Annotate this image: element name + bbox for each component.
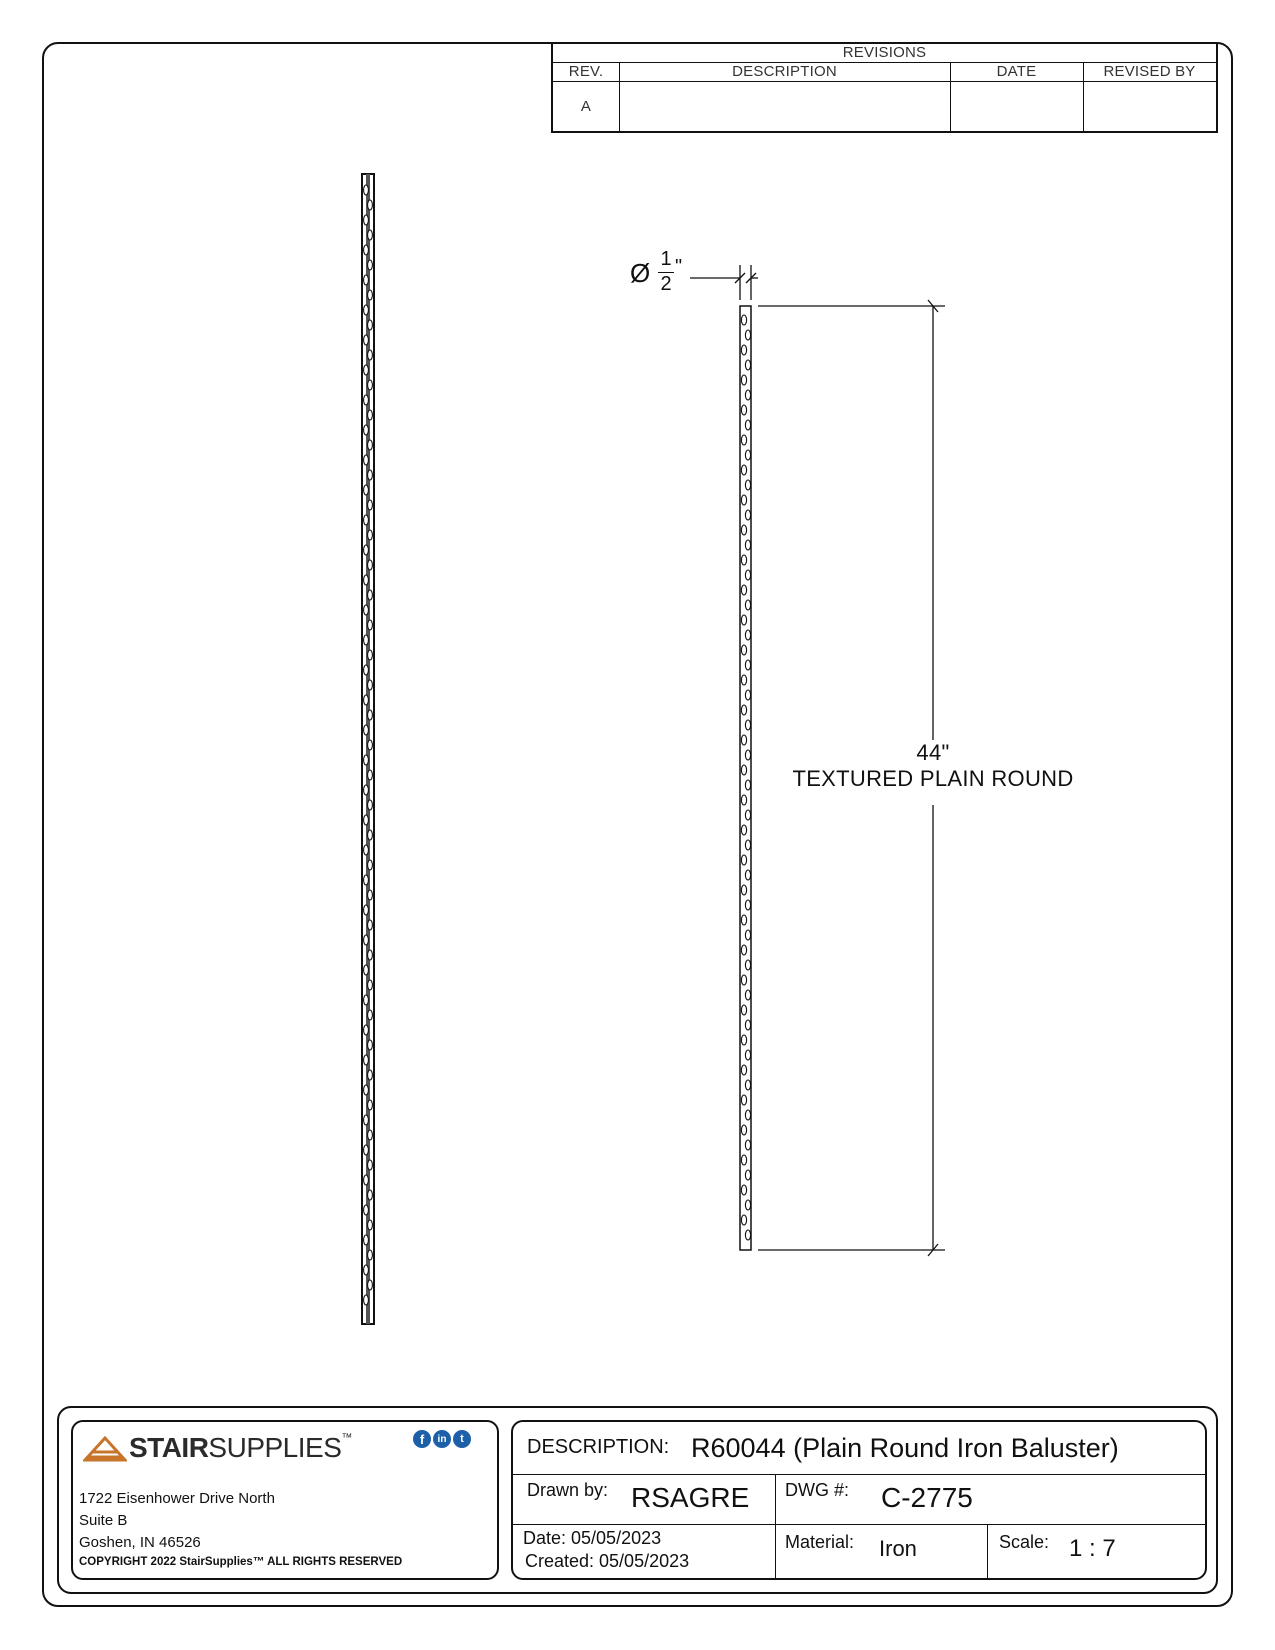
texture-mark [368,1100,373,1110]
texture-mark [364,845,369,855]
facebook-icon[interactable]: f [413,1430,431,1448]
texture-mark [364,305,369,315]
texture-mark [741,1125,746,1135]
texture-mark [745,510,750,520]
logo-tm: ™ [341,1432,352,1444]
texture-mark [368,1130,373,1140]
col-date: DATE [996,63,1037,80]
texture-mark [368,860,373,870]
texture-mark [741,1035,746,1045]
texture-mark [364,965,369,975]
texture-mark [368,1160,373,1170]
texture-mark [368,380,373,390]
description-value: R60044 (Plain Round Iron Baluster) [691,1433,1119,1463]
texture-mark [368,200,373,210]
texture-mark [745,930,750,940]
texture-mark [745,570,750,580]
texture-mark [364,635,369,645]
texture-mark [741,555,746,565]
diameter-dimension [690,265,758,300]
texture-mark [741,1185,746,1195]
texture-mark [368,890,373,900]
texture-mark [364,335,369,345]
texture-mark [741,375,746,385]
material-value: Iron [879,1536,917,1561]
texture-mark [741,735,746,745]
texture-mark [368,440,373,450]
texture-mark [745,660,750,670]
texture-mark [368,830,373,840]
texture-mark [745,990,750,1000]
texture-mark [364,1295,369,1305]
texture-mark [745,1080,750,1090]
texture-mark [741,585,746,595]
texture-mark [745,540,750,550]
texture-mark [368,650,373,660]
profile-label: TEXTURED PLAIN ROUND [792,766,1074,791]
texture-mark [741,1095,746,1105]
texture-mark [364,275,369,285]
texture-mark [741,315,746,325]
texture-mark [741,1155,746,1165]
texture-mark [368,470,373,480]
texture-mark [364,245,369,255]
texture-mark [745,360,750,370]
texture-mark [745,480,750,490]
texture-mark [368,410,373,420]
texture-mark [741,915,746,925]
texture-mark [368,710,373,720]
texture-mark [741,675,746,685]
address-line-3: Goshen, IN 46526 [79,1534,201,1551]
texture-mark [741,1215,746,1225]
address-line-1: 1722 Eisenhower Drive North [79,1490,275,1507]
texture-mark [368,260,373,270]
texture-mark [745,1230,750,1240]
address-line-2: Suite B [79,1512,128,1529]
texture-mark [364,1115,369,1125]
texture-mark [741,1065,746,1075]
description-label: DESCRIPTION: [527,1436,670,1458]
texture-mark [368,1070,373,1080]
texture-mark [745,1170,750,1180]
texture-mark [741,825,746,835]
texture-mark [741,705,746,715]
texture-mark [368,500,373,510]
revisions-title: REVISIONS [842,44,927,61]
drawn-by-value: RSAGRE [631,1482,750,1513]
texture-mark [364,1175,369,1185]
baluster-elevation-view [740,306,751,1250]
texture-mark [364,1265,369,1275]
texture-mark [364,665,369,675]
company-logo [129,1432,352,1464]
texture-mark [741,345,746,355]
texture-mark [364,185,369,195]
diameter-denominator: 2 [660,273,672,295]
texture-mark [364,995,369,1005]
texture-mark [741,495,746,505]
texture-mark [745,1200,750,1210]
company-box [71,1420,499,1580]
texture-mark [364,755,369,765]
texture-mark [745,420,750,430]
diameter-unit: " [675,256,683,278]
texture-mark [745,390,750,400]
texture-mark [368,1280,373,1290]
texture-mark [741,855,746,865]
texture-mark [741,885,746,895]
texture-mark [368,800,373,810]
details-box [511,1420,1207,1580]
col-revised-by: REVISED BY [1103,63,1196,80]
linkedin-icon[interactable]: in [433,1430,451,1448]
texture-mark [364,365,369,375]
texture-mark [364,425,369,435]
texture-mark [368,560,373,570]
texture-mark [745,720,750,730]
twitter-icon[interactable]: t [453,1430,471,1448]
texture-mark [368,590,373,600]
texture-mark [741,465,746,475]
logo-light: SUPPLIES [208,1432,342,1463]
drawn-by-label: Drawn by: [527,1480,609,1500]
logo-bold: STAIR [129,1432,209,1463]
texture-mark [745,780,750,790]
texture-mark [364,1025,369,1035]
texture-mark [745,960,750,970]
texture-mark [364,785,369,795]
texture-mark [368,530,373,540]
texture-mark [368,1190,373,1200]
texture-mark [741,645,746,655]
dwg-label: DWG #: [785,1480,850,1500]
col-rev: REV. [568,63,604,80]
copyright-text: COPYRIGHT 2022 StairSupplies™ ALL RIGHTS RESERVED [79,1556,403,1568]
texture-mark [364,1235,369,1245]
texture-mark [745,450,750,460]
texture-mark [368,680,373,690]
texture-mark [368,230,373,240]
texture-mark [364,215,369,225]
texture-mark [741,795,746,805]
height-label: 44" [916,740,950,765]
texture-mark [364,875,369,885]
texture-mark [364,695,369,705]
texture-mark [741,405,746,415]
texture-mark [741,945,746,955]
texture-mark [364,515,369,525]
texture-mark [745,1110,750,1120]
texture-mark [741,435,746,445]
texture-mark [745,870,750,880]
texture-mark [745,750,750,760]
diameter-numerator: 1 [660,248,672,270]
texture-mark [364,1055,369,1065]
texture-mark [741,615,746,625]
texture-mark [368,770,373,780]
texture-mark [741,975,746,985]
texture-mark [745,1020,750,1030]
texture-mark [364,815,369,825]
texture-mark [364,905,369,915]
texture-mark [364,455,369,465]
texture-mark [745,810,750,820]
col-description: DESCRIPTION [732,63,837,80]
texture-mark [745,900,750,910]
texture-mark [364,1145,369,1155]
scale-label: Scale: [999,1532,1050,1552]
texture-mark [745,840,750,850]
title-block [57,1406,1218,1594]
texture-mark [741,525,746,535]
texture-mark [741,1005,746,1015]
texture-mark [364,485,369,495]
material-label: Material: [785,1532,855,1552]
diameter-symbol: Ø [630,258,651,288]
texture-mark [745,330,750,340]
texture-mark [368,320,373,330]
texture-mark [368,620,373,630]
texture-mark [368,740,373,750]
texture-mark [745,630,750,640]
texture-mark [368,950,373,960]
scale-value: 1 : 7 [1069,1535,1116,1562]
rev-row-rev: A [580,98,592,115]
date-line: Date: 05/05/2023 [523,1528,662,1548]
texture-mark [368,920,373,930]
texture-mark [745,690,750,700]
texture-mark [364,1205,369,1215]
texture-mark [368,1250,373,1260]
texture-mark [364,725,369,735]
texture-mark [364,1085,369,1095]
texture-mark [368,290,373,300]
baluster-shaded-view [362,174,374,1324]
dwg-value: C-2775 [881,1482,973,1513]
texture-mark [368,350,373,360]
created-line: Created: 05/05/2023 [525,1551,690,1571]
texture-mark [364,545,369,555]
texture-mark [364,935,369,945]
texture-mark [368,1220,373,1230]
texture-mark [368,1010,373,1020]
stairs-logo-icon [83,1436,127,1462]
texture-mark [368,1040,373,1050]
texture-mark [364,395,369,405]
texture-mark [368,980,373,990]
texture-mark [745,600,750,610]
texture-mark [364,575,369,585]
texture-mark [364,605,369,615]
texture-mark [745,1140,750,1150]
texture-mark [741,765,746,775]
texture-mark [745,1050,750,1060]
